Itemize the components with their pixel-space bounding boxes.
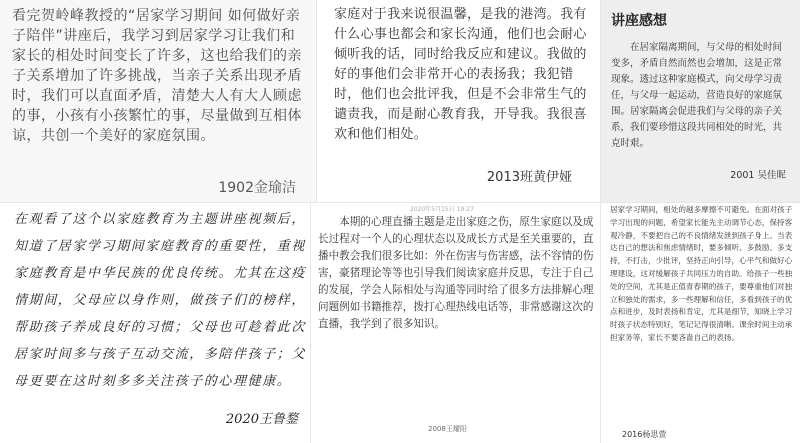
timestamp: 2020年5月15日 19:27 <box>410 206 474 213</box>
horizontal-divider <box>0 202 800 203</box>
reflection-card-4-handwritten <box>0 202 310 443</box>
reflection-card-2 <box>316 0 600 202</box>
reflection-card-5 <box>310 202 600 443</box>
vertical-divider <box>310 202 311 443</box>
card-title: 讲座感想 <box>611 13 667 29</box>
reflection-card-3 <box>600 0 800 202</box>
student-signature: 2020王鲁鍪 <box>225 412 298 427</box>
student-signature: 2013班黄伊娅 <box>486 170 572 185</box>
reflection-text: 家庭对于我来说很温馨，是我的港湾。我有什么心事也都会和家长沟通，他们也会耐心倾听我的话，同时给我反应和建议。我做的好的事他们会非常开心的表扬我；我犯错时，他们也会批评我，但是不会非常生气的谴责我，而是耐心教育我，开导我。我很喜欢和他们相处。 <box>334 7 587 142</box>
reflection-card-1 <box>0 0 316 202</box>
student-signature: 2008王耀阳 <box>428 425 467 433</box>
student-signature: 2001 吴佳昵 <box>730 170 786 181</box>
student-signature: 1902金瑜洁 <box>218 180 296 196</box>
reflection-text: 在居家隔离期间，与父母的相处时间变多，矛盾自然而然也会增加，这是正常现象。透过这种家庭模式，向父母学习责任，与父母一起运动，营造良好的家庭氛围。居家隔离会促进我们与父母的亲子关系，我们要珍惜这段共同相处的时光，共克时艰。 <box>611 42 783 149</box>
reflection-text: 看完贺岭峰教授的“居家学习期间 如何做好亲子陪伴”讲座后，我学习到居家学习让我们和家长的相处时间变长了许多，这也给我们的亲子关系增加了许多挑战，当亲子关系出现矛盾时，我们可以直面矛盾，清楚大人有大人顾虑的事，小孩有小孩繁忙的事，尽量做到互相体谅，共创一个美好的家庭氛围。 <box>12 8 302 144</box>
handwritten-text: 在观看了这个以家庭教育为主题讲座视频后，知道了居家学习期间家庭教育的重要性，重视家庭教育是中华民族的优良传统。尤其在这疫情期间，父母应以身作则，做孩子们的榜样，帮助孩子养成良好的习惯；父母也可趁着此次居家时间多与孩子互动交流，多陪伴孩子；父母更要在这时刻多多关注孩子的心理健康。 <box>14 212 307 389</box>
vertical-divider <box>316 0 317 202</box>
vertical-divider <box>600 0 601 443</box>
reflection-text: 居家学习期间，相处的越多摩擦不可避免。在面对孩子学习出现的问题，希望家长能先主动调节心态，保持客观冷静，不要把自己的不良情绪发泄到孩子身上。当表达自己的想法和焦虑情绪时，要多倾听、多鼓励、多支持，不打击，少批评，坚持正向引导，心平气和做好心理建设，这对缓解孩子共同压力的自助。给孩子一些独处的空间，尤其是正值青春期的孩子，要尊重他们对独立和独处的需求，多一些理解和信任，多看到孩子的优点和进步，及时表扬和肯定，尤其是细节，知晓上学习时孩子状态特别好，笔记记得很清晰。课余时间主动承担家务等，家长不要吝啬自己的表扬。 <box>610 205 793 342</box>
reflection-card-6 <box>600 202 800 443</box>
reflection-text: 本期的心理直播主题是走出家庭之伤，原生家庭以及成长过程对一个人的心理状态以及成长方式是至关重要的，直播中教会我们很多比如：外在伤害与伤害感，法不容情的伤害，豪猪理论等等也引导我们阅读家庭并反思，专注于自己的发展，学会人际相处与沟通等同时给了很多方法排解心理问题例如书籍推荐，拨打心理热线电话等，非常感谢这次的直播，我学到了很多知识。 <box>318 216 594 330</box>
student-signature: 2016杨思萱 <box>622 430 667 439</box>
